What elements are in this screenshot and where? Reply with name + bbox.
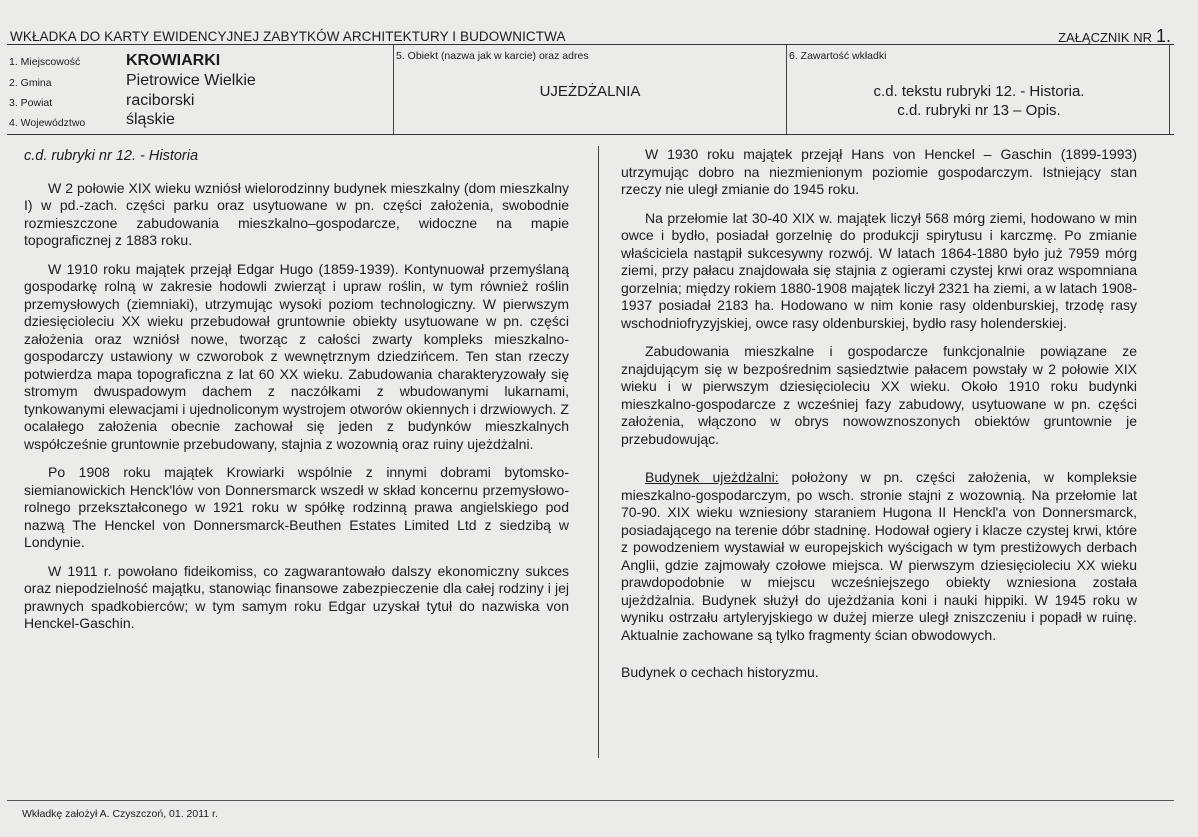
footer-note: Wkładkę założył A. Czyszczoń, 01. 2011 r. bbox=[22, 808, 218, 820]
history-paragraph-6: Na przełomie lat 30-40 XIX w. majątek liczył 568 mórg ziemi, hodowano w min owce i bydło, posiadał gorzelnię do produkcji spirytusu i karczmę. Po zmianie właściciela nastąpił sukcesywny rozwój. W latach 1864-1880 było już 7959 mórg ziemi, przy pałacu znajdowała się stajnia z ogierami czystej krwi oraz wspomniana gorzelnia; między rokiem 1880-1908 majątek liczył 2321 ha ziemi, a w latach 1908-1937 posiadał 2183 ha. Hodowano w nim konie rasy oldenburskiej, trzodę rasy wschodniofryzyjskiej, owce rasy oldenburskiej, bydło rasy holenderskiej. bbox=[621, 209, 1137, 331]
header-top-rule bbox=[7, 44, 1174, 45]
footer-rule bbox=[7, 800, 1174, 801]
history-paragraph-3: Po 1908 roku majątek Krowiarki wspólnie z innymi dobrami bytomsko-siemianowickich Henck'lów von Donnersmarck wszedł w skład koncernu przemysłowo-rolnego przekształconego w 1921 roku w spółkę rodzinną prawa angielskiego pod nazwą The Henckel von Donnersmarck-Beuthen Estates Limited Ltd z siedzibą w Londynie. bbox=[24, 464, 569, 550]
district-label: 3. Powiat bbox=[9, 97, 53, 109]
conclusion: Budynek o cechach historyzmu. bbox=[621, 664, 819, 680]
voivodeship-value: śląskie bbox=[126, 111, 175, 128]
contents-line-2: c.d. rubryki nr 13 – Opis. bbox=[897, 102, 1061, 119]
header-bottom-rule bbox=[7, 134, 1174, 135]
history-paragraph-4: W 1911 r. powołano fideikomiss, co zagwarantowało dalszy ekonomiczny sukces oraz niepodzielność majątku, stanowiąc finansowe zabezpieczenie dla całej rodziny i jej prawnych spadkobierców; w tym samym roku Edgar uzyskał tytuł do nazwiska von Henckel-Gaschin. bbox=[24, 562, 569, 631]
annex-number: 1. bbox=[1155, 26, 1171, 46]
history-paragraph-1: W 2 połowie XIX wieku wzniósł wielorodzinny budynek mieszkalny (dom mieszkalny I) w pd.-zach. części parku oraz usytuowane w pn. części założenia, swobodnie rozmieszczone zabudowania mieszkalno–gospodarcze, widoczne na mapie topograficznej z 1883 roku. bbox=[24, 179, 569, 248]
object-name: UJEŻDŻALNIA bbox=[539, 83, 641, 100]
history-paragraph-5: W 1930 roku majątek przejął Hans von Henckel – Gaschin (1899-1993) utrzymując dobro na niezmienionym poziomie gospodarczym. Istniejący stan rzeczy nie uległ zmianie do 1945 roku. bbox=[621, 146, 1137, 197]
building-paragraph bbox=[621, 469, 1137, 644]
right-column bbox=[621, 146, 1137, 693]
district-value: raciborski bbox=[126, 92, 195, 109]
contents-line-1: c.d. tekstu rubryki 12. - Historia. bbox=[873, 83, 1085, 100]
voivodeship-label: 4. Województwo bbox=[9, 117, 86, 129]
left-column bbox=[24, 148, 569, 644]
history-paragraph-2: W 1910 roku majątek przejął Edgar Hugo (1859-1939). Kontynuował przemyślaną gospodarkę rolną w zakresie hodowli zwierząt i upraw roślin, w tym również roślin przemysłowych (ziemniaki), utrzymując wysoki poziom technologiczny. W pierwszym dziesięcioleciu XX wieku przebudował gruntownie obiekty usytuowane w pn. części założenia oraz wzniósł nowe, tworząc z całości zwarty kompleks mieszkalno-gospodarczy ustawiony w czworobok z wewnętrznym dziedzińcem. Ten stan rzeczy potwierdza mapa topograficzna z lat 60 XX wieku. Zabudowania charakteryzowały się stromym dwuspadowym dachem z naczółkami z wbudowanymi lukarnami, tynkowanymi elewacjami i ujednoliconym wystrojem otworów okiennych i drzwiowych. Z ocalałego założenia obecnie zachował się jeden z budynków mieszkalnych współcześnie gruntownie przebudowany, stajnia z wozownią oraz ruiny ujeżdżalni. bbox=[24, 260, 569, 452]
building-label: Budynek ujeżdżalni: bbox=[645, 469, 779, 485]
annex-label-text: ZAŁĄCZNIK NR bbox=[1058, 30, 1152, 45]
object-label: 5. Obiekt (nazwa jak w karcie) oraz adres bbox=[396, 50, 589, 62]
column-divider bbox=[598, 146, 599, 758]
building-description: położony w pn. części założenia, w kompleksie mieszkalno-gospodarczym, po wsch. stronie stajni z wozownią. Na przełomie lat 70-90. XIX wieku wzniesiony staraniem Hugona II Henckl'a von Donnersmarck, posiadającego na terenie dóbr stadninę. Hodował ogiery i klacze czystej krwi, które z powodzeniem wystawiał w europejskich wyścigach w tym prestiżowych derbach Anglii, gdzie zajmowały czołowe miejsca. W pierwszym dziesięcioleciu XX wieku prawdopodobnie w miejscu wcześniejszego obiekty wzniesiona została ujeżdżalnia. Budynek służył do ujeżdżania koni i nauki hippiki. W 1945 roku w wyniku ostrzału artyleryjskiego w dużej mierze uległ zniszczeniu i popadł w ruinę. Aktualnie zachowane są tylko fragmenty ścian obwodowych. bbox=[621, 469, 1137, 643]
document-title: WKŁADKA DO KARTY EWIDENCYJNEJ ZABYTKÓW ARCHITEKTURY I BUDOWNICTWA bbox=[10, 29, 566, 44]
commune-label: 2. Gmina bbox=[9, 77, 52, 89]
locality-label: 1. Miejscowość bbox=[9, 56, 81, 68]
commune-value: Pietrowice Wielkie bbox=[126, 72, 256, 89]
contents-label: 6. Zawartość wkładki bbox=[789, 50, 887, 62]
section-title: c.d. rubryki nr 12. - Historia bbox=[24, 148, 199, 164]
history-paragraph-7: Zabudowania mieszkalne i gospodarcze funkcjonalnie powiązane ze znajdującym się w bezpośrednim sąsiedztwie pałacem powstały w 2 połowie XIX wieku i w pierwszym dziesięcioleciu XX wieku. Około 1910 roku budynki mieszkalno-gospodarcze z wcześniej fazy zabudowy, usytuowane w pn. części założenia, włączono w obrys nowowznoszonych obiektów gruntownie je przebudowując. bbox=[621, 343, 1137, 447]
locality-value: KROWIARKI bbox=[126, 52, 221, 69]
header-divider-2 bbox=[786, 44, 787, 134]
